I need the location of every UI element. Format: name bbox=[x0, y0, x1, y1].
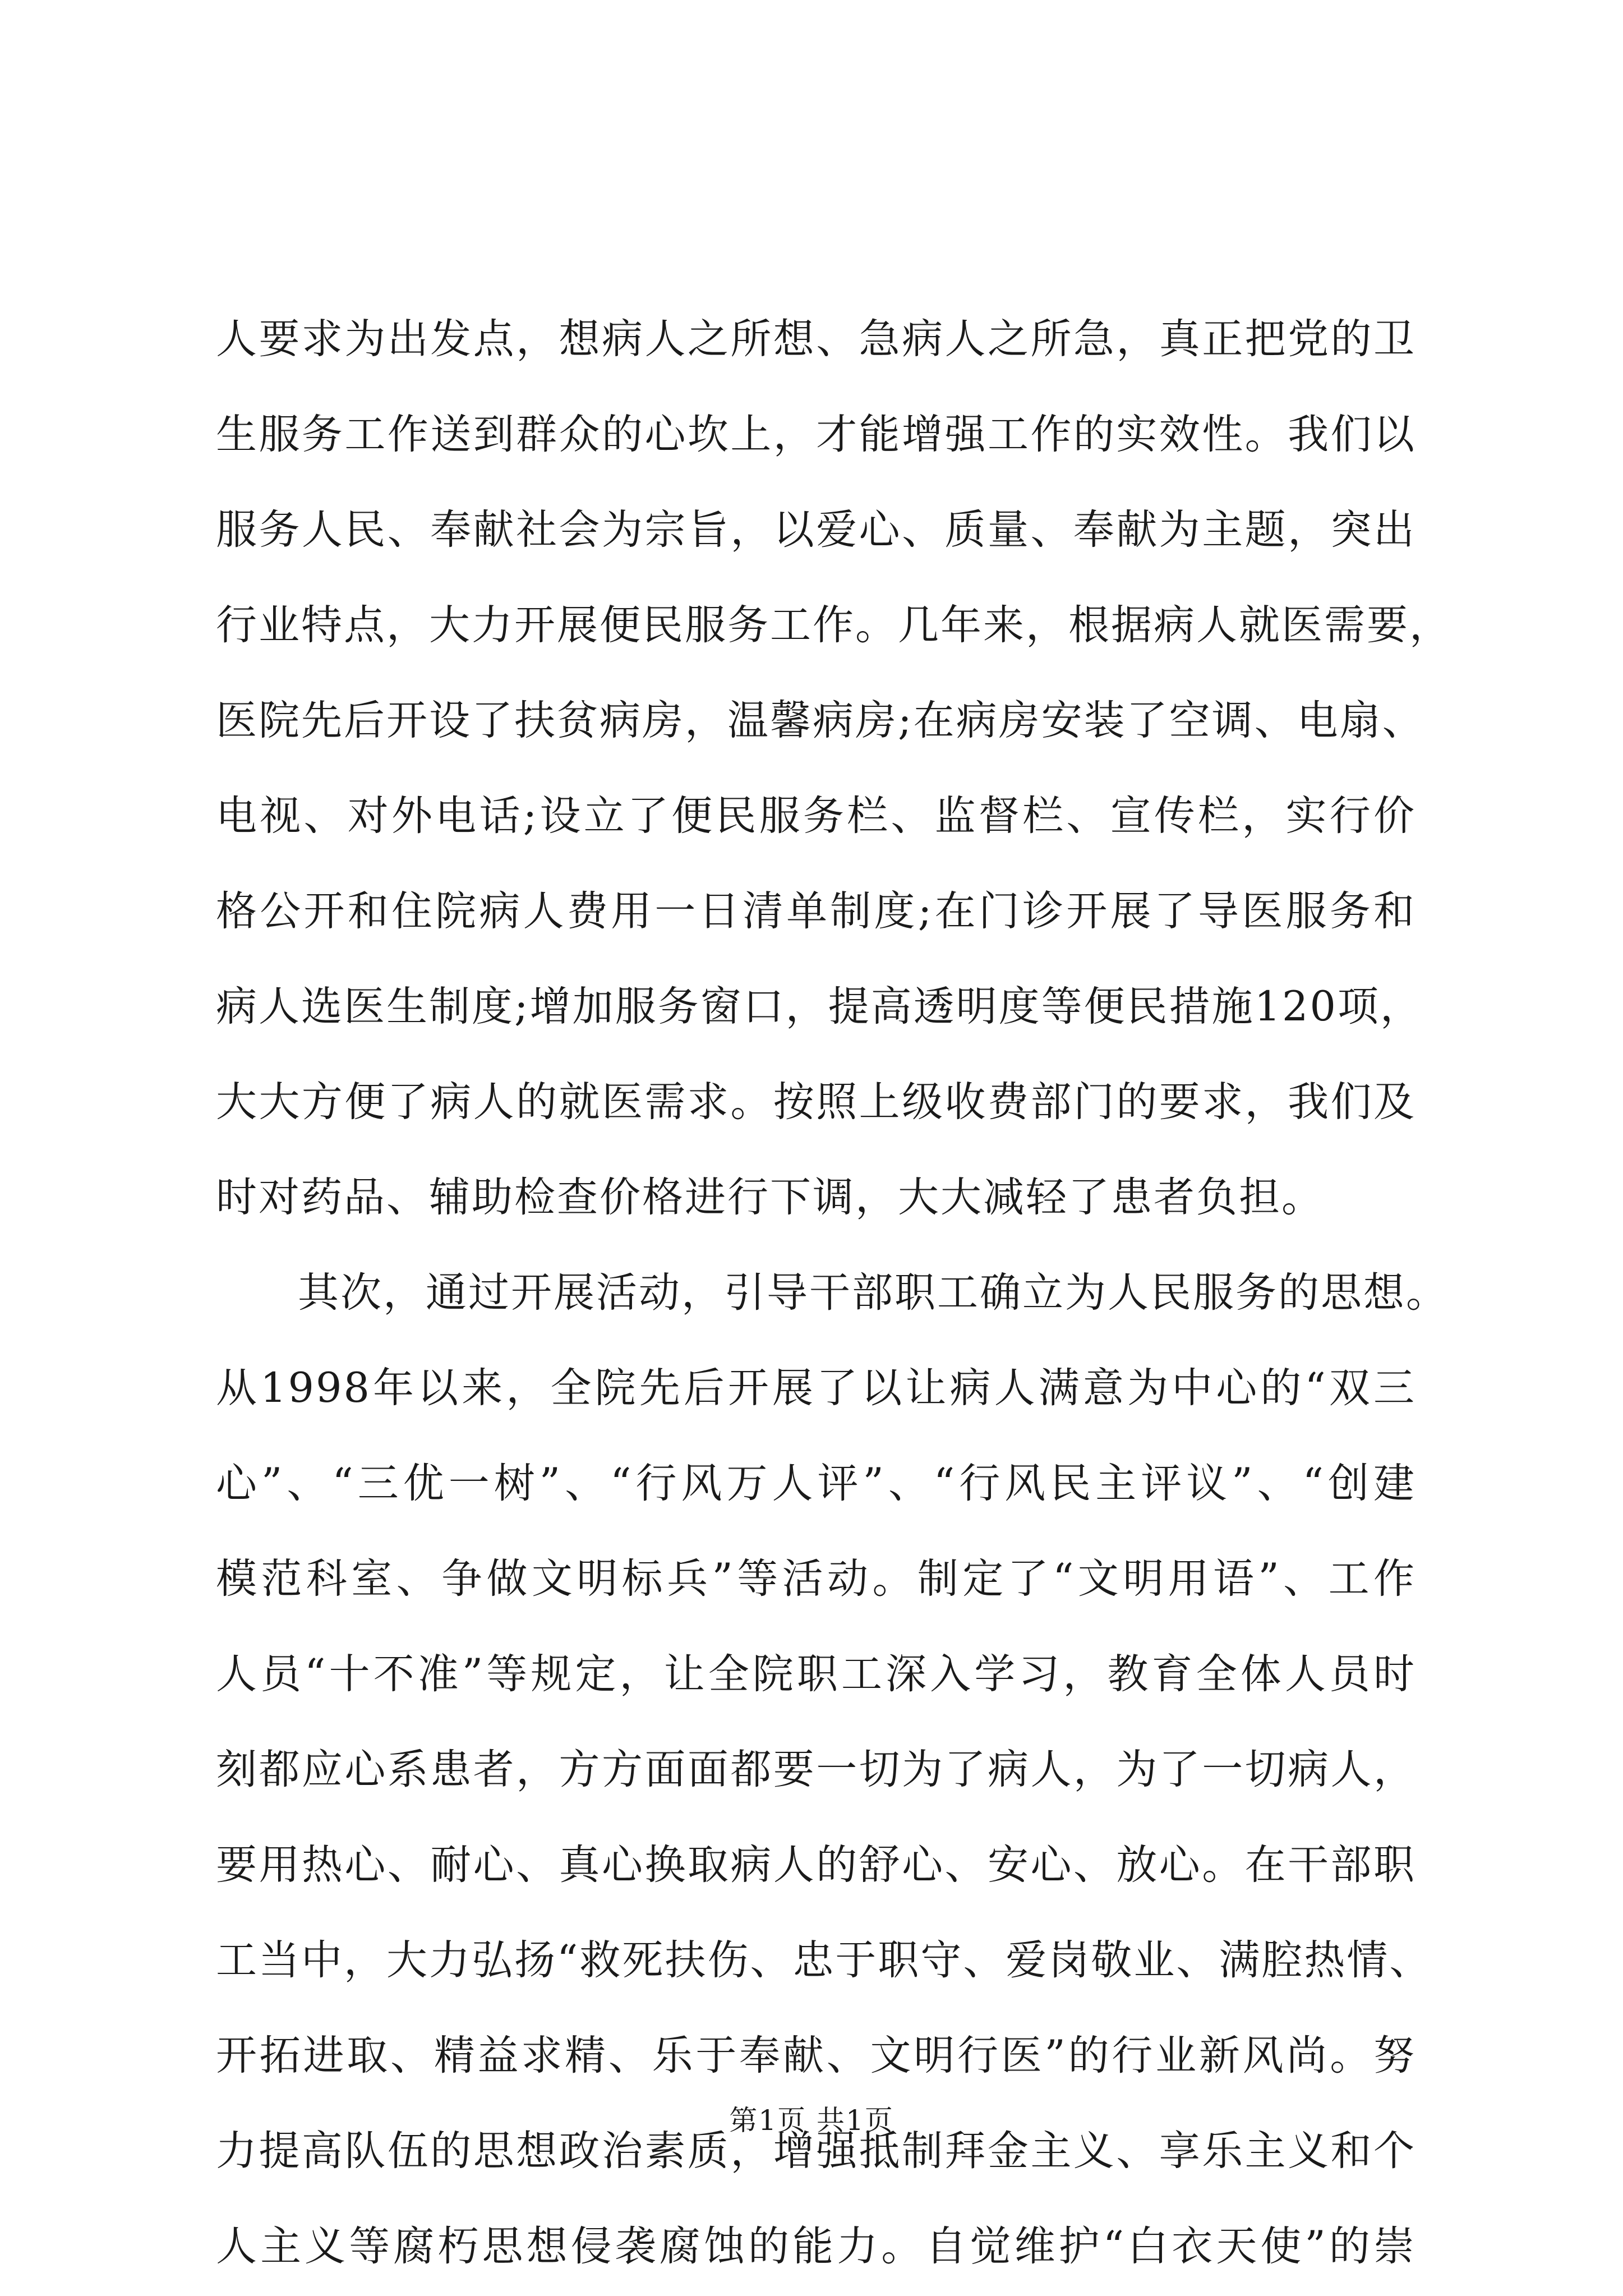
text-line: 大大方便了病人的就医需求。按照上级收费部门的要求，我们及 bbox=[216, 1078, 1416, 1126]
text-line: 行业特点，大力开展便民服务工作。几年来，根据病人就医需要， bbox=[216, 601, 1452, 649]
document-body bbox=[216, 292, 1452, 2294]
text-line: 力提高队伍的思想政治素质，增强抵制拜金主义、享乐主义和个 bbox=[216, 2127, 1416, 2175]
text-line: 要用热心、耐心、真心换取病人的舒心、安心、放心。在干部职 bbox=[216, 1841, 1416, 1889]
text-line: 心”、“三优一树”、“行风万人评”、“行风民主评议”、“创建 bbox=[216, 1460, 1416, 1507]
text-line: 生服务工作送到群众的心坎上，才能增强工作的实效性。我们以 bbox=[216, 411, 1416, 458]
text-line: 刻都应心系患者，方方面面都要一切为了病人，为了一切病人， bbox=[216, 1746, 1416, 1793]
text-line: 人员“十不准”等规定，让全院职工深入学习，教育全体人员时 bbox=[216, 1650, 1416, 1698]
text-line: 其次，通过开展活动，引导干部职工确立为人民服务的思想。 bbox=[298, 1269, 1449, 1317]
text-line: 电视、对外电话;设立了便民服务栏、监督栏、宣传栏，实行价 bbox=[216, 792, 1416, 840]
text-line: 工当中，大力弘扬“救死扶伤、忠于职守、爱岗敬业、满腔热情、 bbox=[216, 1936, 1432, 1984]
text-line: 开拓进取、精益求精、乐于奉献、文明行医”的行业新风尚。努 bbox=[216, 2032, 1416, 2079]
text-line: 格公开和住院病人费用一日清单制度;在门诊开展了导医服务和 bbox=[216, 887, 1416, 935]
text-line: 病人选医生制度;增加服务窗口，提高透明度等便民措施120项， bbox=[216, 983, 1423, 1030]
text-line: 人主义等腐朽思想侵袭腐蚀的能力。自觉维护“白衣天使”的崇 bbox=[216, 2223, 1416, 2270]
text-line: 从1998年以来，全院先后开展了以让病人满意为中心的“双三 bbox=[216, 1364, 1416, 1412]
page-footer bbox=[0, 2098, 1623, 2138]
text-line: 时对药品、辅助检查价格进行下调，大大减轻了患者负担。 bbox=[216, 1174, 1324, 1221]
text-line: 模范科室、争做文明标兵”等活动。制定了“文明用语”、工作 bbox=[216, 1555, 1416, 1603]
page-number: 第1页 共1页 bbox=[729, 2104, 894, 2137]
text-line: 医院先后开设了扶贫病房，温馨病房;在病房安装了空调、电扇、 bbox=[216, 697, 1425, 744]
paragraph-1 bbox=[216, 292, 1452, 1245]
text-line: 人要求为出发点，想病人之所想、急病人之所急，真正把党的卫 bbox=[216, 315, 1416, 363]
text-line: 服务人民、奉献社会为宗旨，以爱心、质量、奉献为主题，突出 bbox=[216, 506, 1416, 554]
